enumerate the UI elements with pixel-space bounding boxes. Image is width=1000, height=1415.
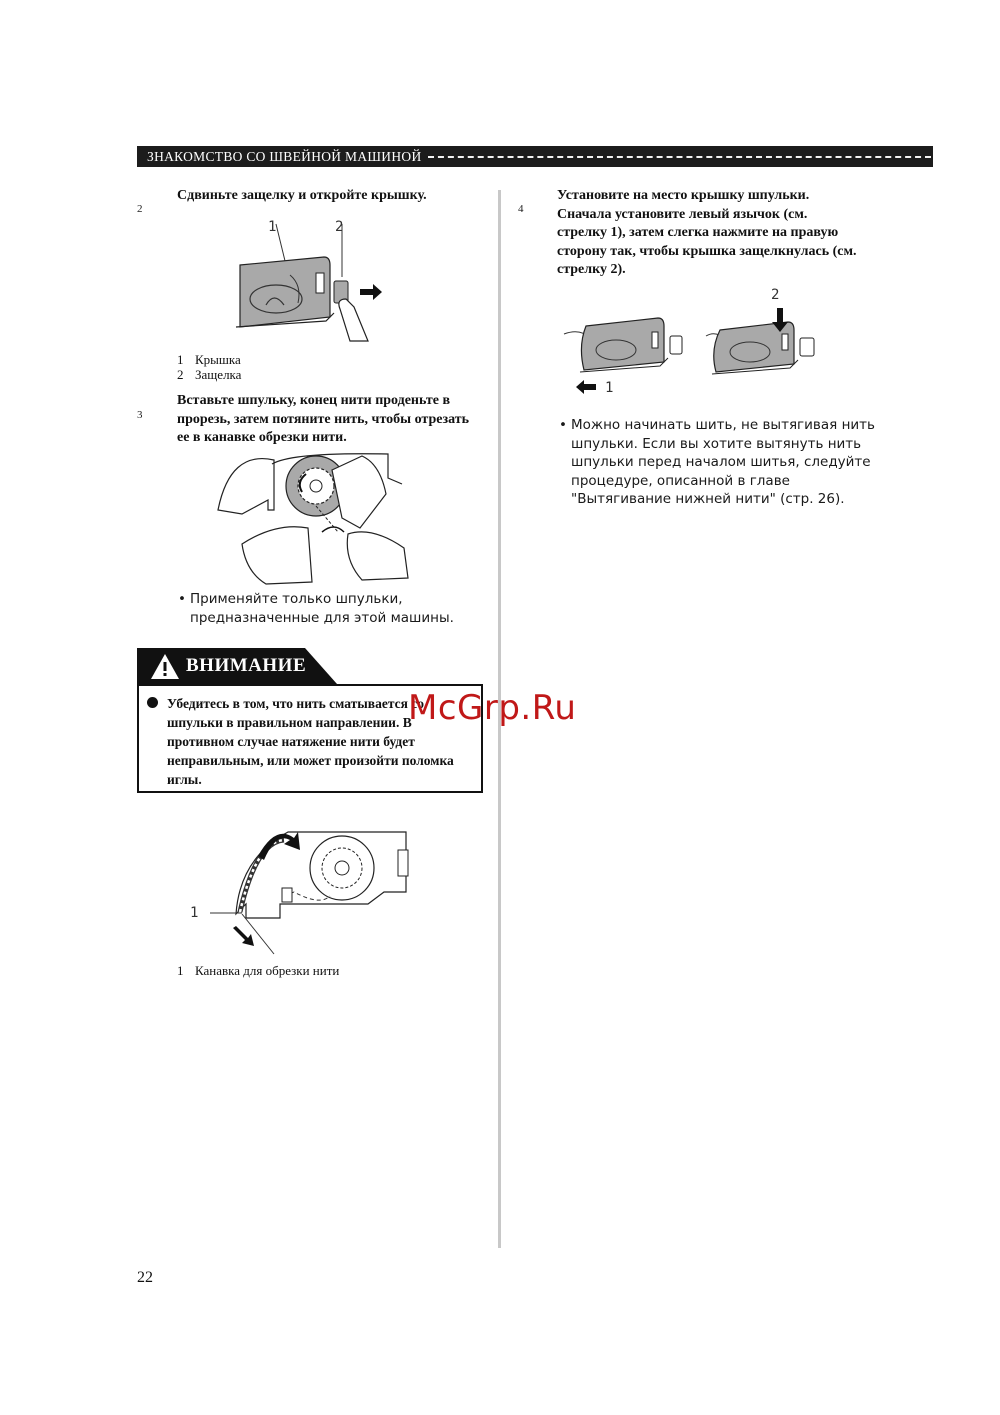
- step-3-note-line: предназначенные для этой машины.: [190, 609, 454, 626]
- step-3-line: Вставьте шпульку, конец нити проденьте в: [177, 393, 451, 408]
- step-3-note: [178, 590, 480, 627]
- step-2-callout-2: 2: [335, 219, 344, 235]
- step-4-callout-1: 1: [605, 380, 614, 396]
- legend-label: Крышка: [195, 352, 241, 367]
- step-2-legend-1: [177, 353, 241, 367]
- step-4-line: стрелку 2).: [557, 262, 626, 277]
- step-2-callout-1: 1: [268, 219, 277, 235]
- section-title: ЗНАКОМСТВО СО ШВЕЙНОЙ МАШИНОЙ: [147, 148, 422, 164]
- warning-line: иглы.: [167, 772, 202, 787]
- legend-number: 1: [177, 963, 184, 978]
- step-3-note-line: Применяйте только шпульки,: [190, 591, 403, 607]
- step-4-note: [559, 416, 891, 509]
- step-4-note-line: шпульки перед началом шитья, следуйте: [571, 454, 871, 470]
- step-4-number: 4: [518, 203, 524, 215]
- warning-line: Убедитесь в том, что нить сматывается со: [167, 696, 425, 711]
- thread-cutter-figure: [180, 822, 420, 962]
- bobbin-cover-close-figure: [560, 296, 822, 406]
- step-3-text: [177, 392, 492, 448]
- step-4-callout-2: 2: [771, 287, 780, 303]
- step-3-number: 3: [137, 409, 143, 421]
- legend-number: 2: [177, 367, 184, 382]
- step-4-note-line: шпульки. Если вы хотите вытянуть нить: [571, 435, 862, 452]
- bullet-dot: •: [178, 591, 186, 607]
- bobbin-insert-figure: [212, 448, 412, 586]
- step-3-line: прорезь, затем потяните нить, чтобы отрезать: [177, 411, 469, 427]
- warning-label: ВНИМАНИЕ: [186, 655, 307, 676]
- step-3-line: ее в канавке обрезки нити.: [177, 430, 347, 445]
- watermark: McGrp.Ru: [408, 688, 577, 728]
- figure-3-legend-1: [177, 964, 339, 978]
- step-2-text: Сдвиньте защелку и откройте крышку.: [177, 188, 427, 203]
- section-header: [137, 146, 933, 167]
- figure-3-callout-1: 1: [190, 905, 199, 921]
- bobbin-cover-open-figure: [230, 215, 400, 345]
- warning-line: противном случае натяжение нити будет: [167, 734, 415, 749]
- step-4-text: [557, 187, 887, 280]
- warning-line: неправильным, или может произойти поломка: [167, 753, 454, 768]
- legend-number: 1: [177, 352, 184, 367]
- step-4-line: стрелку 1), затем слегка нажмите на правую: [557, 225, 839, 240]
- warning-line: шпульки в правильном направлении. В: [167, 715, 412, 730]
- step-4-line: сторону так, чтобы крышка защелкнулась (см.: [557, 243, 857, 259]
- step-4-line: Сначала установите левый язычок (см.: [557, 206, 808, 222]
- step-2-number: 2: [137, 203, 143, 215]
- legend-label: Защелка: [195, 367, 242, 382]
- step-2-legend-2: [177, 368, 241, 382]
- page-number: 22: [137, 1269, 153, 1286]
- step-4-note-line: "Вытягивание нижней нити" (стр. 26).: [571, 491, 845, 507]
- warning-bullet: [147, 697, 158, 708]
- step-4-line: Установите на место крышку шпульки.: [557, 188, 810, 203]
- legend-label: Канавка для обрезки нити: [195, 963, 340, 978]
- step-4-note-line: Можно начинать шить, не вытягивая нить: [571, 417, 875, 433]
- bullet-dot: •: [559, 417, 567, 433]
- header-dash-line: [428, 156, 931, 158]
- step-4-note-line: процедуре, описанной в главе: [571, 472, 790, 489]
